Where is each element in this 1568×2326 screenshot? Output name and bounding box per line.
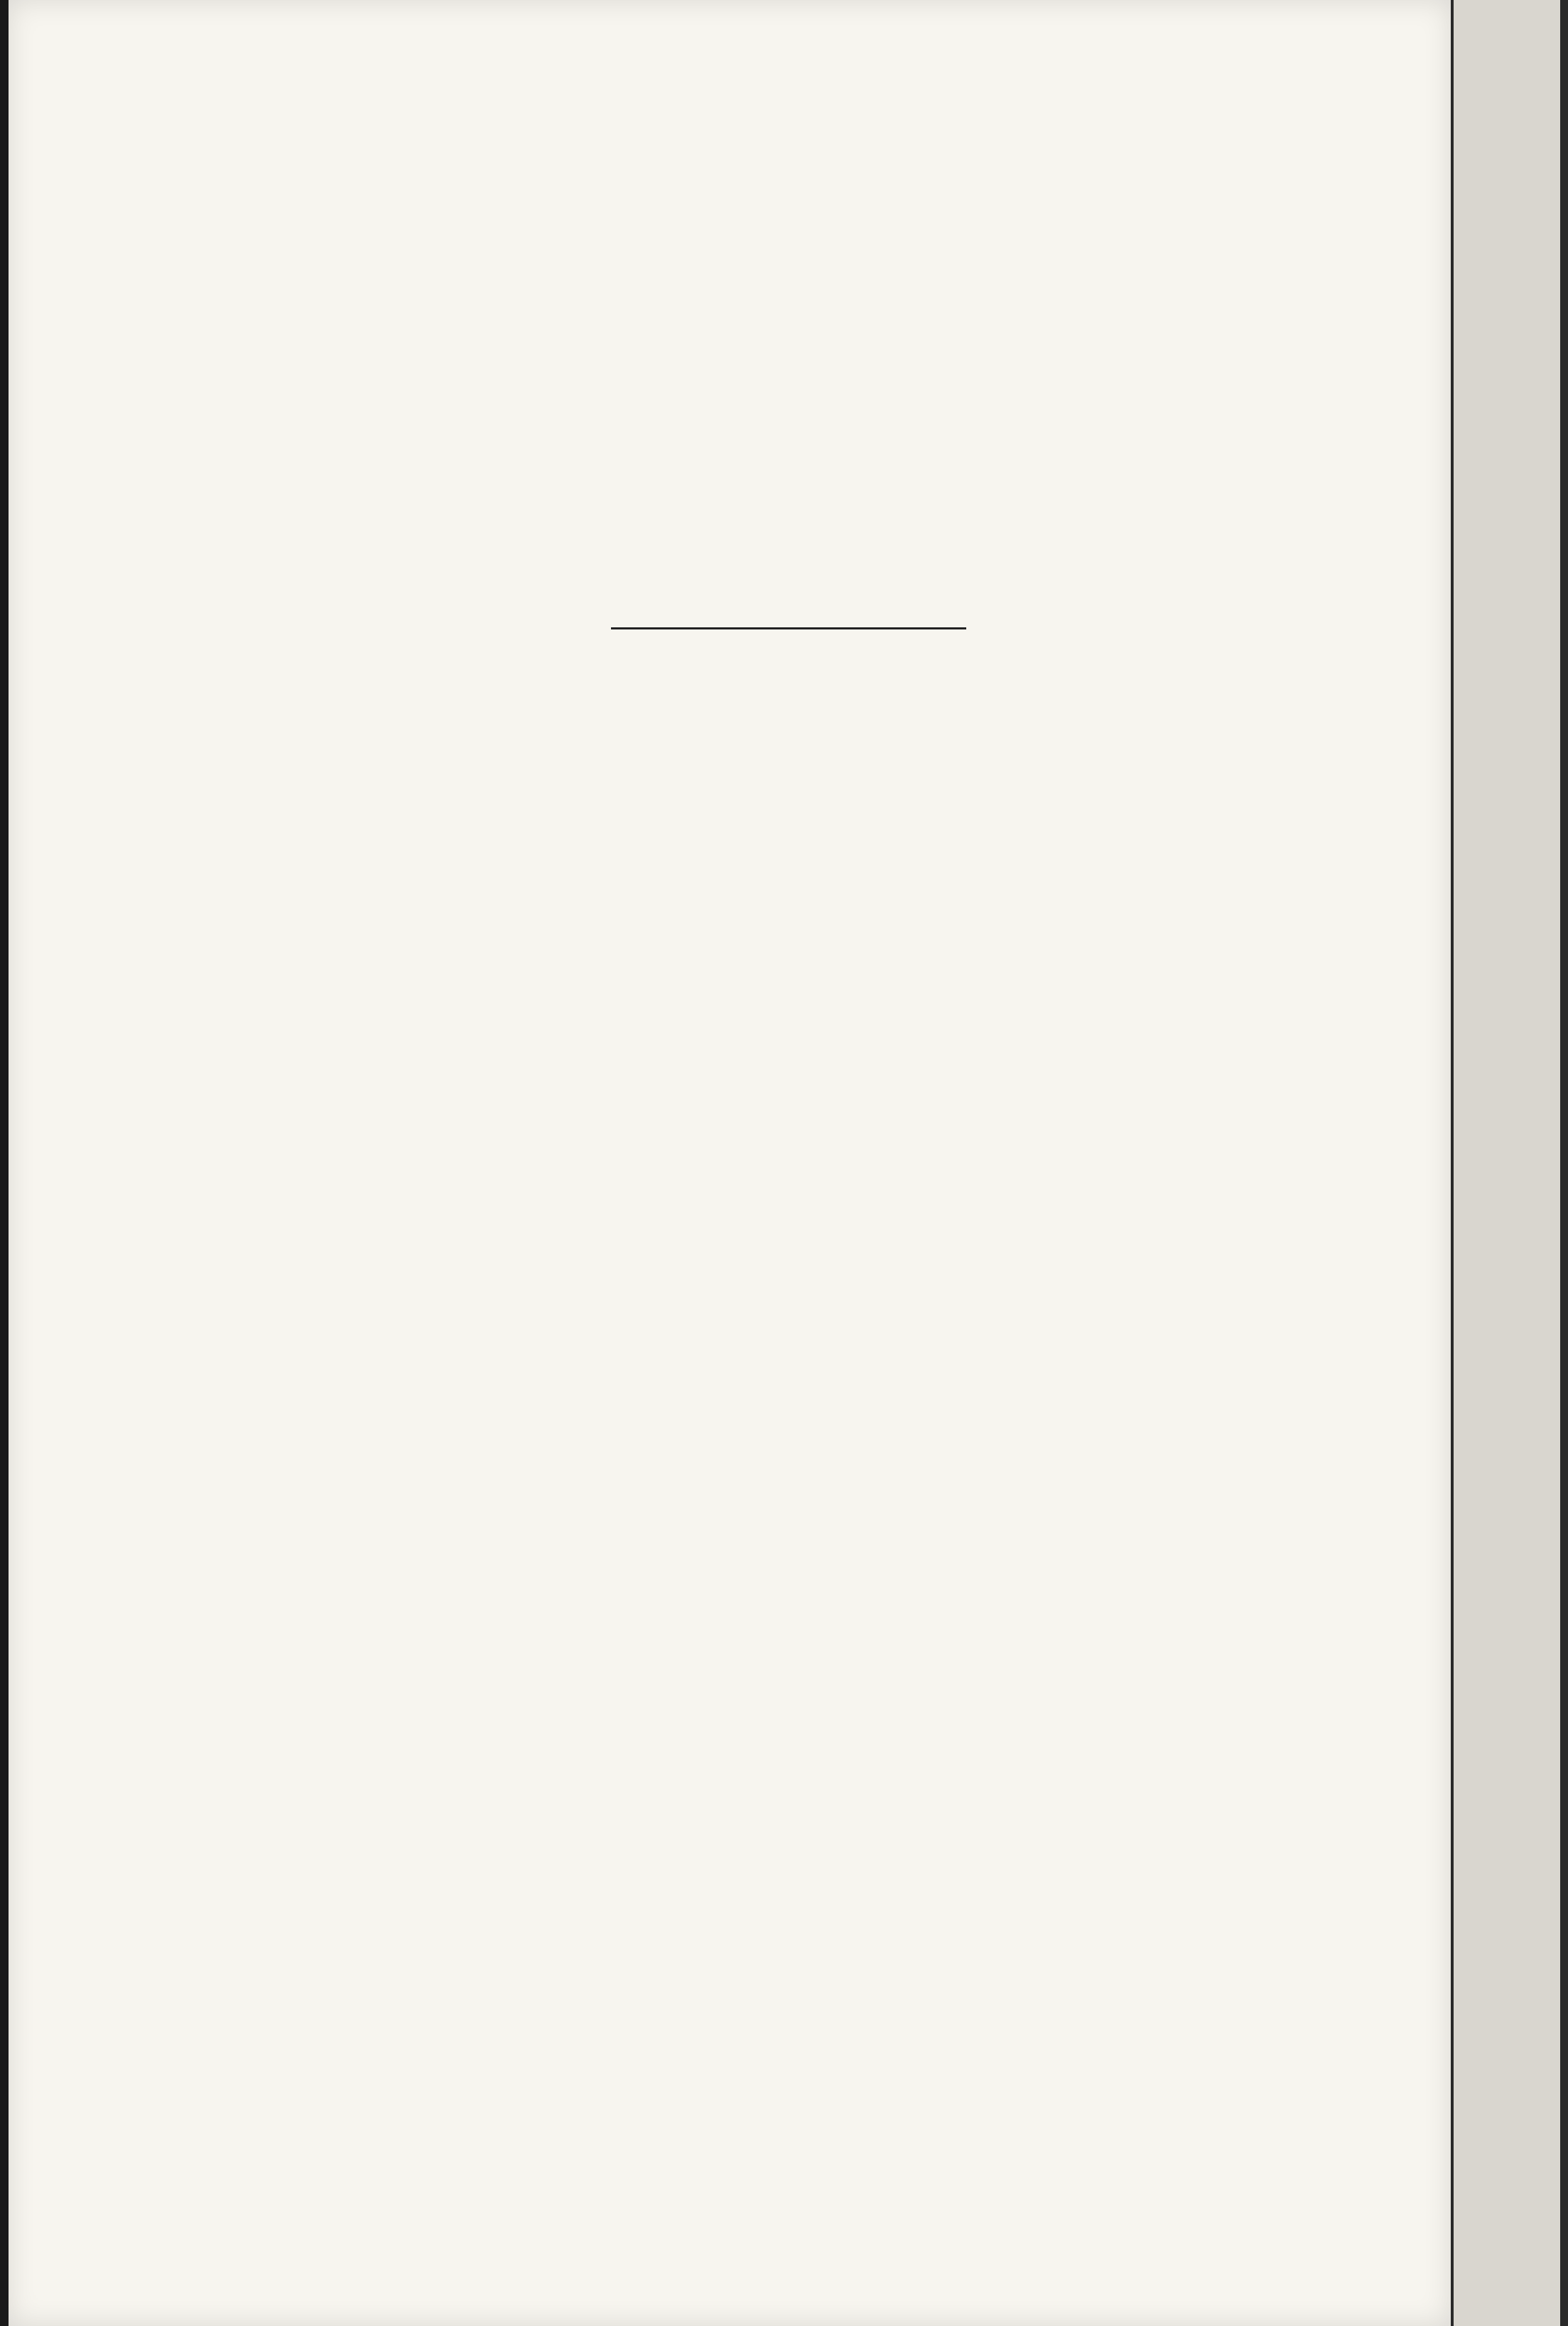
- page-sheet: [9, 0, 1451, 2326]
- section-divider: [611, 627, 966, 629]
- adjacent-page-strip: [1454, 0, 1560, 2326]
- adjacent-page-edge: [1451, 0, 1568, 2326]
